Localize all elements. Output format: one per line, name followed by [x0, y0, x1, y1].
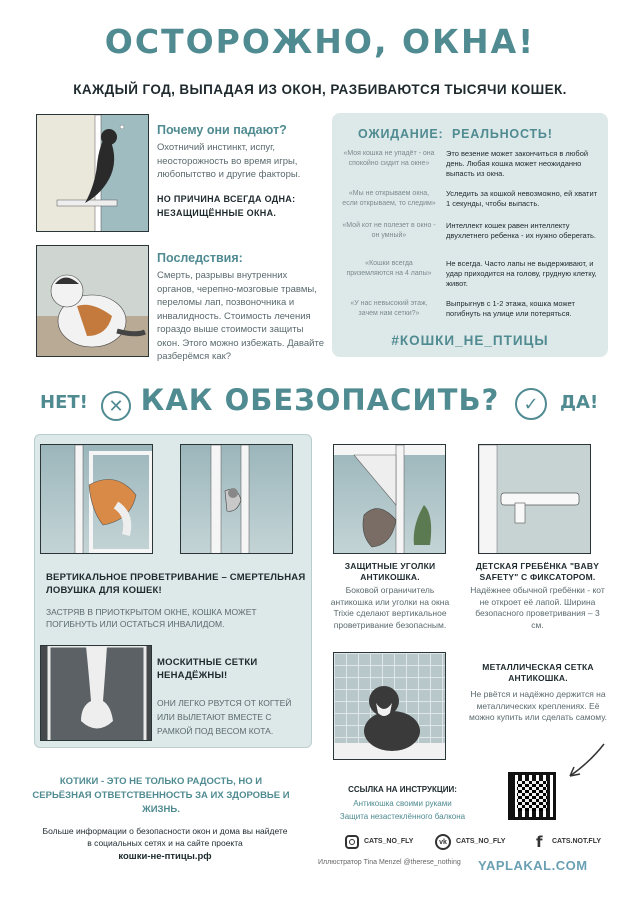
- good1-heading: ЗАЩИТНЫЕ УГОЛКИ АНТИКОШКА.: [344, 561, 436, 582]
- myth-row: [332, 189, 608, 209]
- illustration-cat-in-tilted-window: [40, 444, 153, 554]
- why-bold: НО ПРИЧИНА ВСЕГДА ОДНА: НЕЗАЩИЩЁННЫЕ ОКНА.: [157, 194, 296, 218]
- myth-text: «У нас невысокий этаж, зачем нам сетки?»: [350, 300, 428, 317]
- bad1-text: ЗАСТРЯВ В ПРИОТКРЫТОМ ОКНЕ, КОШКА МОЖЕТ ПОГИБНУТЬ ИЛИ ОСТАТЬСЯ ИНВАЛИДОМ.: [46, 607, 257, 629]
- vk-icon[interactable]: vk: [435, 834, 451, 850]
- myth-text: «Мой кот не полезет в окно - он умный»: [342, 222, 436, 239]
- reality-heading: РЕАЛЬНОСТЬ!: [452, 127, 553, 141]
- footer-more-info: Больше информации о безопасности окон и дома вы найдете в социальных сетях и на сайте проекта: [42, 826, 288, 848]
- good1-text: Боковой ограничитель антикошка или уголки на окна Trixie сделают вертикальное проветривание безопасным.: [330, 585, 450, 630]
- illustration-window-comb: [478, 444, 591, 554]
- illustration-injured-cat: [36, 245, 149, 357]
- consequences-heading: Последствия:: [157, 251, 243, 265]
- arrow-icon: [560, 740, 610, 790]
- myth-row: [332, 299, 608, 319]
- reality-text: Выпрыгнув с 1-2 этажа, кошка может погибнуть на улице или потеряться.: [446, 299, 575, 318]
- illustration-metal-mesh-cat: [333, 652, 446, 760]
- reality-text: Это везение может закончиться в любой день. Любая кошка может неожиданно выпасть из окна.: [446, 149, 589, 178]
- hashtag: #КОШКИ_НЕ_ПТИЦЫ: [391, 333, 549, 348]
- links-title: ССЫЛКА НА ИНСТРУКЦИИ:: [348, 785, 457, 794]
- good2-text: Надёжнее обычной гребёнки - кот не откроет её лапой. Ширина безопасного проветривания – 3 см.: [470, 585, 605, 630]
- myth-heading: ОЖИДАНИЕ:: [358, 127, 444, 141]
- qr-code[interactable]: [508, 772, 556, 820]
- myth-row: [332, 221, 608, 241]
- illustrator-credit: Иллюстратор Tina Menzel @therese_nothing: [318, 859, 461, 866]
- subtitle: КАЖДЫЙ ГОД, ВЫПАДАЯ ИЗ ОКОН, РАЗБИВАЮТСЯ ТЫСЯЧИ КОШЕК.: [73, 82, 567, 97]
- social-handle-vk[interactable]: CATS_NO_FLY: [456, 838, 506, 845]
- illustration-cat-on-mesh: [40, 645, 152, 741]
- bad2-heading: МОСКИТНЫЕ СЕТКИ НЕНАДЁЖНЫ!: [157, 657, 258, 681]
- reality-text: Интеллект кошек равен интеллекту двухлетнего ребенка - их нужно оберегать.: [446, 221, 596, 240]
- myth-row: [332, 259, 608, 289]
- why-text: Охотничий инстинкт, испуг, неосторожность во время игры, любопытство и другие факторы.: [157, 142, 301, 180]
- checkmark-icon: ✓: [515, 388, 547, 420]
- project-site-link[interactable]: кошки-не-птицы.рф: [118, 851, 212, 862]
- illustration-falling-cat: [36, 114, 149, 232]
- good2-heading: ДЕТСКАЯ ГРЕБЁНКА "BABY SAFETY" С ФИКСАТОРОМ.: [475, 561, 600, 582]
- social-handle-instagram[interactable]: CATS_NO_FLY: [364, 838, 414, 845]
- reality-text: Уследить за кошкой невозможно, ей хватит 1 секунды, чтобы выпасть.: [446, 189, 598, 208]
- good3-heading: МЕТАЛЛИЧЕСКАЯ СЕТКА АНТИКОШКА.: [482, 662, 594, 683]
- illustration-cat-stuck-window: [180, 444, 293, 554]
- cross-icon: ✕: [101, 391, 131, 421]
- bad2-text: ОНИ ЛЕГКО РВУТСЯ ОТ КОГТЕЙ ИЛИ ВЫЛЕТАЮТ ВМЕСТЕ С РАМКОЙ ПОД ВЕСОМ КОТА.: [157, 698, 292, 736]
- bad1-heading: ВЕРТИКАЛЬНОЕ ПРОВЕТРИВАНИЕ – СМЕРТЕЛЬНАЯ ЛОВУШКА ДЛЯ КОШЕК!: [46, 572, 306, 596]
- consequences-text: Смерть, разрывы внутренних органов, черепно-мозговые травмы, переломы лап, позвоночника и инвалидность. Стоимость лечения гораздо выше стоимости защиты окон. Этого можно избежать. Давайте разберёмся как?: [157, 270, 324, 362]
- no-label: НЕТ!: [40, 392, 88, 413]
- watermark: YAPLAKAL.COM: [478, 858, 588, 873]
- myth-text: «Мы не открываем окна, если открываем, то следим»: [342, 190, 436, 207]
- reality-text: Не всегда. Часто лапы не выдерживают, и удар приходится на голову, грудную клетку, живот.: [446, 259, 597, 288]
- myth-text: «Кошки всегда приземляются на 4 лапы»: [346, 260, 432, 277]
- myth-reality-panel: [332, 113, 608, 357]
- illustration-corner-guards: [333, 444, 446, 554]
- footer-slogan: КОТИКИ - ЭТО НЕ ТОЛЬКО РАДОСТЬ, НО И СЕРЬЁЗНАЯ ОТВЕТСТВЕННОСТЬ ЗА ИХ ЗДОРОВЬЕ И ЖИЗНЬ.: [32, 776, 290, 815]
- myth-text: «Моя кошка не упадёт - она спокойно сидит на окне»: [343, 150, 435, 167]
- page-title: ОСТОРОЖНО, ОКНА!: [104, 22, 536, 61]
- link-balcony-guide[interactable]: Защита незастеклённого балкона: [339, 812, 466, 821]
- myth-row: [332, 149, 608, 179]
- instagram-icon[interactable]: [345, 835, 359, 849]
- how-heading: КАК ОБЕЗОПАСИТЬ?: [140, 383, 500, 417]
- why-heading: Почему они падают?: [157, 123, 287, 137]
- social-handle-facebook[interactable]: CATS.NOT.FLY: [552, 838, 602, 845]
- yes-label: ДА!: [560, 392, 599, 413]
- link-diy-guide[interactable]: Антикошка своими руками: [353, 799, 452, 808]
- facebook-icon[interactable]: f: [536, 833, 543, 851]
- good3-text: Не рвётся и надёжно держится на металлических креплениях. Её можно купить или сделать самому.: [469, 689, 607, 722]
